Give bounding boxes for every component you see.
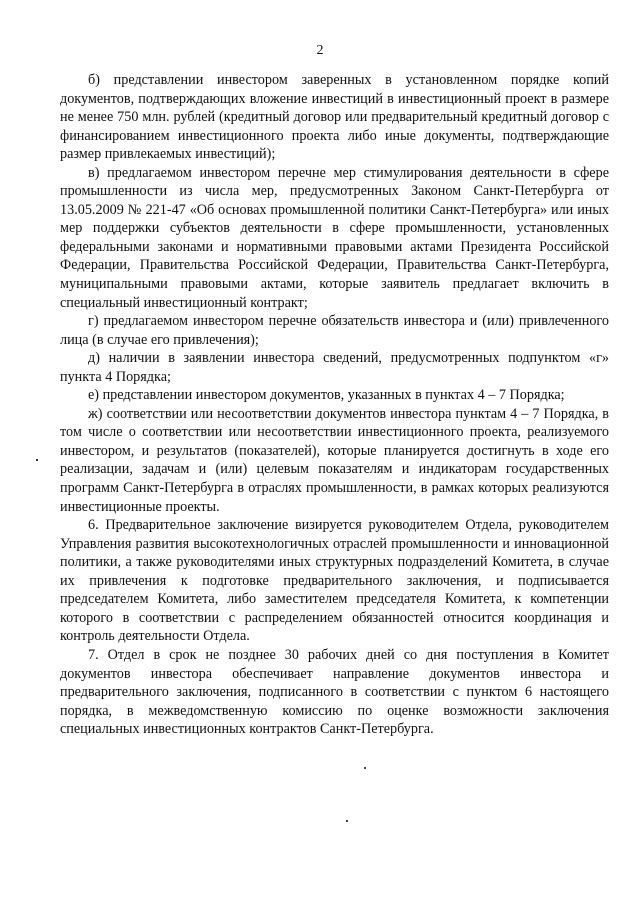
scan-mark (36, 459, 38, 461)
paragraph-e: е) представлении инвестором документов, указанных в пунктах 4 – 7 Порядка; (88, 387, 565, 404)
paragraph-g: г) предлагаемом инвестором перечне обязательств инвестора и (или) привлеченного лица (в случае его привлечения); (60, 313, 609, 348)
scan-dot (346, 820, 348, 822)
paragraph-d: д) наличии в заявлении инвестора сведений, предусмотренных подпунктом «г» пункта 4 Порядка; (60, 350, 609, 385)
paragraph-v: в) предлагаемом инвестором перечне мер стимулирования деятельности в сфере промышленности из числа мер, предусмотренных Законом Санкт-Петербурга от 13.05.2009 № 221-47 «Об основах промышленной политики Санкт-Петербурга» или иных мер поддержки субъектов деятельности в сфере промышленности, установленных федеральными законами и нормативными правовыми актами Президента Российской Федерации, Правительства Российской Федерации, Правительства Санкт-Петербурга, муниципальными правовыми актами, которые заявитель предлагает включить в специальный инвестиционный контракт; (60, 164, 609, 311)
paragraph-6: 6. Предварительное заключение визируется руководителем Отдела, руководителем Управления развития высокотехнологичных отраслей промышленности и инновационной политики, а также руководителями иных структурных подразделений Комитета, в случае их привлечения к подготовке предварительного заключения, и подписывается председателем Комитета, либо заместителем председателя Комитета, к компетенции которого в соответствии с распределением обязанностей относится координация и контроль деятельности Отдела. (60, 517, 609, 645)
page-number: 2 (316, 43, 324, 58)
scan-dot (364, 767, 366, 769)
paragraph-b: б) представлении инвестором заверенных в установленном порядке копий документов, подтверждающих вложение инвестиций в инвестиционный проект в размере не менее 750 млн. рублей (кредитный договор или предварительный кредитный договор с финансированием инвестиционного проекта либо иные документы, подтверждающие размер привлекаемых инвестиций); (60, 72, 609, 163)
paragraph-7: 7. Отдел в срок не позднее 30 рабочих дней со дня поступления в Комитет документов инвестора обеспечивает направление документов инвестора и предварительного заключения, подписанного в соответствии с пунктом 6 настоящего порядка, в межведомственную комиссию по оценке возможности заключения специальных инвестиционных контрактов Санкт-Петербурга. (60, 646, 609, 738)
document-body (60, 71, 609, 739)
paragraph-zh: ж) соответствии или несоответствии документов инвестора пунктам 4 – 7 Порядка, в том числе о соответствии или несоответствии инвестиционного проекта, реализуемого инвестором, и результатов (показателей), которые планируется достигнуть в ходе его реализации, задачам и (или) целевым показателям и индикаторам государственных программ Санкт-Петербурга в отраслях промышленности, в рамках которых реализуются инвестиционные проекты. (60, 405, 609, 515)
